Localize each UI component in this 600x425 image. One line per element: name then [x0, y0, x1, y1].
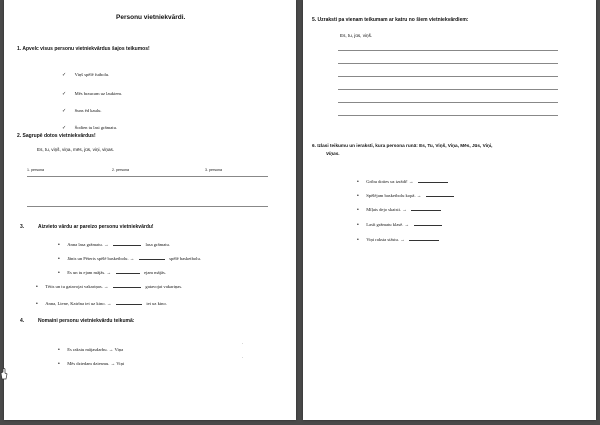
- list-item: • Jānis un Pēteris spēlē basketbolu. → spēlē basketbolu.: [58, 256, 201, 262]
- answer-line[interactable]: [338, 102, 558, 103]
- fill-blank[interactable]: [418, 178, 448, 183]
- section-6-heading-cont: Viņas.: [326, 151, 340, 156]
- bullet-icon: •: [357, 222, 359, 228]
- list-item: • Mīļais dejo skaisti. →: [357, 198, 441, 216]
- fill-blank[interactable]: [411, 206, 441, 211]
- bullet-icon: •: [58, 270, 60, 276]
- answer-line[interactable]: [338, 89, 558, 90]
- page-2: [303, 0, 596, 420]
- pronoun-list: Es, tu, viņš, viņa, mēs, jūs, viņi, viņas.: [37, 147, 115, 152]
- bullet-icon: •: [36, 301, 38, 307]
- list-item: • Tētis un tu gatavojat vakariņas. → gatavojat vakariņas.: [36, 284, 183, 290]
- section-3-heading: Aizvieto vārdu ar pareizo personu vietniekvārdu!: [38, 224, 154, 230]
- list-item: • Es un tu ejam mājās. → ejam mājās.: [58, 270, 166, 276]
- fill-blank[interactable]: [113, 283, 141, 288]
- list-item: ✓ Mēs braucam uz laukiem.: [62, 91, 123, 97]
- answer-line[interactable]: [338, 76, 558, 77]
- section-6-heading: 6. Izlasi teikumu un ieraksti, kura persona runā: Es, Tu, Viņš, Viņa, Mēs, Jūs, Viņi,: [312, 143, 493, 148]
- fill-blank[interactable]: [409, 236, 439, 241]
- end-dot: .: [242, 354, 244, 359]
- list-item: ✓ Šodien tu lasi grāmatu.: [62, 125, 118, 131]
- fill-blank[interactable]: [116, 269, 140, 274]
- bullet-icon: •: [357, 193, 359, 199]
- list-item: • Lasīt grāmatu klasē. →: [357, 213, 442, 231]
- answer-line[interactable]: [338, 63, 558, 64]
- section-5-heading: 5. Uzraksti pa vienam teikumam ar katru no šiem vietniekvārdiem:: [312, 17, 469, 23]
- section-3-number: 3.: [20, 224, 25, 230]
- answer-line[interactable]: [27, 206, 268, 207]
- section-4-heading: Nomaini personu vietniekvārdu teikumā:: [38, 318, 135, 324]
- list-item: • Spēlējam basketbolu kopā. →: [357, 184, 454, 202]
- hand-cursor-icon: [0, 368, 8, 380]
- answer-line[interactable]: [338, 50, 558, 51]
- bullet-icon: •: [58, 361, 60, 367]
- column-label-2: 2. persona: [112, 168, 129, 172]
- end-dot: .: [242, 340, 244, 345]
- list-item: • Anna, Liene, Katrīna iet uz kino. → iet uz kino.: [36, 301, 167, 307]
- list-item: ✓ Suns ēd kaulu.: [62, 108, 102, 114]
- section-2-heading: 2. Sagrupē dotos vietniekvārdus!: [17, 133, 96, 139]
- list-item: • Anna lasa grāmatu. → lasa grāmatu.: [58, 242, 170, 248]
- answer-line[interactable]: [27, 176, 268, 177]
- fill-blank[interactable]: [116, 300, 142, 305]
- page-1: [4, 0, 296, 420]
- bullet-icon: •: [58, 347, 60, 353]
- fill-blank[interactable]: [414, 221, 442, 226]
- bullet-icon: •: [58, 242, 60, 248]
- bullet-icon: •: [357, 207, 359, 213]
- list-item: ✓ Viņš spēlē futbolu.: [62, 72, 110, 78]
- page-title: Personu vietniekvārdi.: [116, 14, 186, 21]
- column-label-3: 3. persona: [205, 168, 222, 172]
- section-1-heading: 1. Apvelc visus personu vietniekvārdus šajos teikumos!: [17, 46, 150, 52]
- answer-line[interactable]: [338, 115, 558, 116]
- checkmark-icon: ✓: [62, 125, 67, 131]
- fill-blank[interactable]: [113, 241, 141, 246]
- checkmark-icon: ✓: [62, 91, 67, 97]
- list-item: • Viņi raksta stāstu. →: [357, 228, 439, 246]
- bullet-icon: •: [357, 179, 359, 185]
- pronoun-list: Es, tu, jūs, viņš.: [340, 33, 373, 38]
- list-item: • Gribu doties uz izrādi! →: [357, 170, 448, 188]
- bullet-icon: •: [36, 284, 38, 290]
- fill-blank[interactable]: [426, 192, 454, 197]
- checkmark-icon: ✓: [62, 72, 67, 78]
- section-4-number: 4.: [20, 318, 25, 324]
- column-label-1: 1. persona: [27, 168, 44, 172]
- fill-blank[interactable]: [139, 255, 165, 260]
- list-item: • Es rakstu mājasdarbu. → Viņa: [58, 347, 124, 353]
- bullet-icon: •: [58, 256, 60, 262]
- checkmark-icon: ✓: [62, 108, 67, 114]
- list-item: • Mēs dziedam dziesmu. → Viņi: [58, 361, 125, 367]
- bullet-icon: •: [357, 237, 359, 243]
